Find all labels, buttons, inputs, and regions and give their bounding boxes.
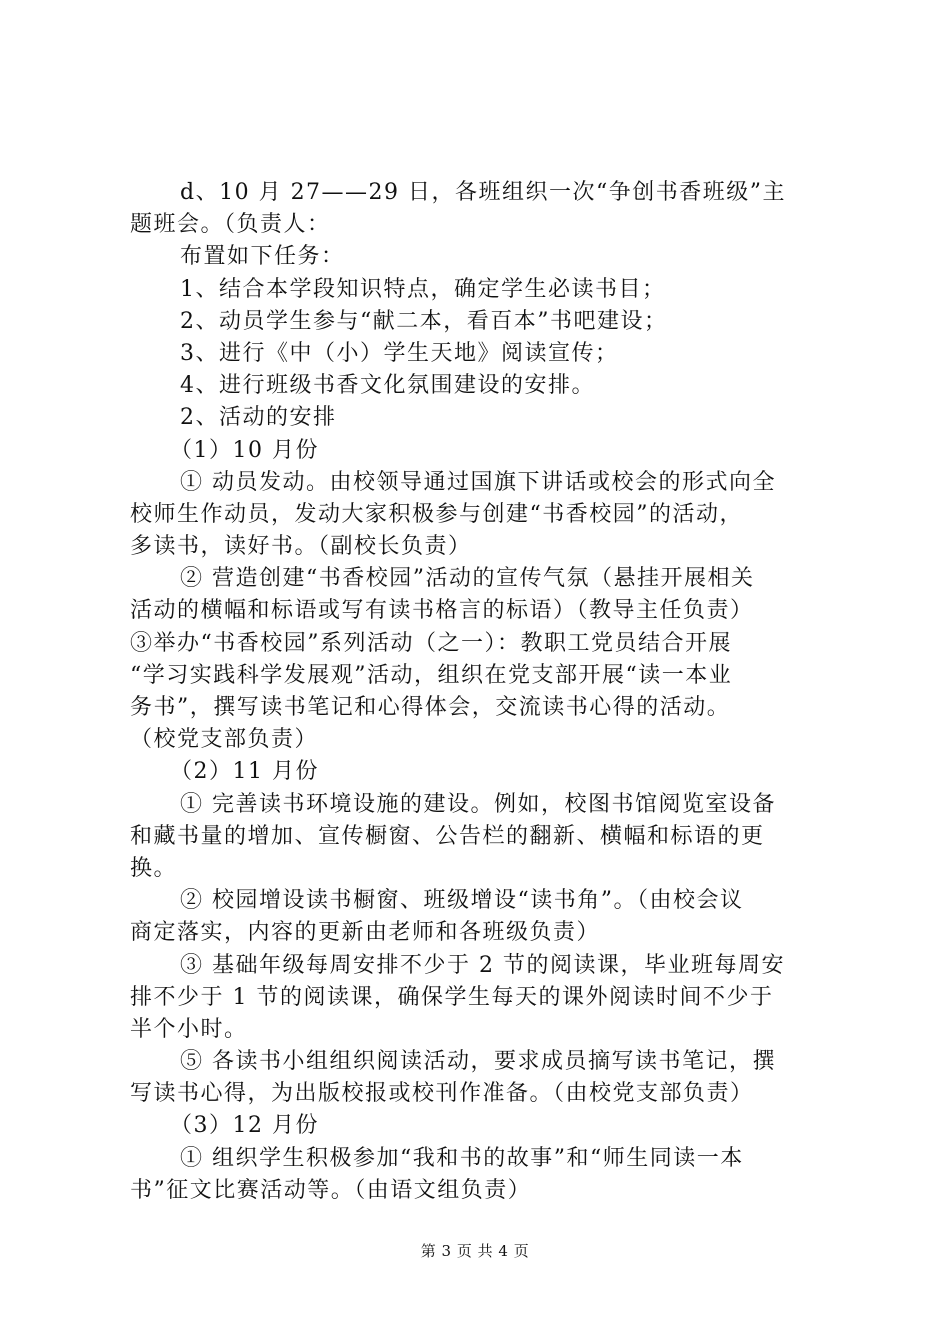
text-line: 布置如下任务： bbox=[180, 244, 345, 270]
page-footer: 第 3 页 共 4 页 bbox=[420, 1242, 530, 1260]
section-heading: 2、活动的安排 bbox=[180, 405, 337, 431]
text-line: 和藏书量的增加、宣传橱窗、公告栏的翻新、横幅和标语的更 bbox=[130, 823, 765, 849]
text-line: ① 完善读书环境设施的建设。例如，校图书馆阅览室设备 bbox=[180, 791, 776, 817]
text-line: ⑤ 各读书小组组织阅读活动，要求成员摘写读书笔记，撰 bbox=[180, 1049, 776, 1075]
text-line: ③举办“书香校园”系列活动（之一）：教职工党员结合开展 bbox=[130, 630, 732, 656]
text-line: 活动的横幅和标语或写有读书格言的标语）（教导主任负责） bbox=[130, 598, 754, 624]
text-line: 半个小时。 bbox=[130, 1016, 248, 1042]
text-line: ① 组织学生积极参加“我和书的故事”和“师生同读一本 bbox=[180, 1145, 744, 1171]
text-line: 2、动员学生参与“献二本，看百本”书吧建设； bbox=[180, 308, 668, 334]
text-line: 3、进行《中（小）学生天地》阅读宣传； bbox=[180, 340, 619, 366]
text-line: （校党支部负责） bbox=[130, 727, 319, 753]
text-line: 写读书心得，为出版校报或校刊作准备。（由校党支部负责） bbox=[130, 1081, 754, 1107]
text-line: 商定落实，内容的更新由老师和各班级负责） bbox=[130, 920, 601, 946]
document-body bbox=[130, 177, 830, 1207]
text-line: 4、进行班级书香文化氛围建设的安排。 bbox=[180, 373, 595, 399]
text-line: “学习实践科学发展观”活动，组织在党支部开展“读一本业 bbox=[130, 662, 733, 688]
text-line: ② 营造创建“书香校园”活动的宣传气氛（悬挂开展相关 bbox=[180, 566, 755, 592]
month-heading: （3）12 月份 bbox=[170, 1113, 319, 1139]
text-line: d、10 月 27——29 日，各班组织一次“争创书香班级”主 bbox=[180, 180, 787, 205]
text-line: ② 校园增设读书橱窗、班级增设“读书角”。（由校会议 bbox=[180, 888, 744, 914]
text-line: 排不少于 1 节的阅读课，确保学生每天的课外阅读时间不少于 bbox=[130, 984, 774, 1010]
text-line: ③ 基础年级每周安排不少于 2 节的阅读课，毕业班每周安 bbox=[180, 952, 785, 978]
text-line: 多读书，读好书。（副校长负责） bbox=[130, 534, 472, 560]
text-line: ① 动员发动。由校领导通过国旗下讲话或校会的形式向全 bbox=[180, 469, 776, 495]
month-heading: （1）10 月份 bbox=[170, 437, 319, 463]
text-line: 务书”，撰写读书笔记和心得体会，交流读书心得的活动。 bbox=[130, 695, 731, 720]
text-line: 1、结合本学段知识特点，确定学生必读书目； bbox=[180, 276, 666, 302]
text-line: 题班会。（负责人： bbox=[130, 212, 331, 238]
text-line: 校师生作动员，发动大家积极参与创建“书香校园”的活动， bbox=[130, 501, 743, 527]
text-line: 书”征文比赛活动等。（由语文组负责） bbox=[130, 1177, 532, 1203]
text-line: 换。 bbox=[130, 855, 178, 881]
month-heading: （2）11 月份 bbox=[170, 759, 319, 785]
